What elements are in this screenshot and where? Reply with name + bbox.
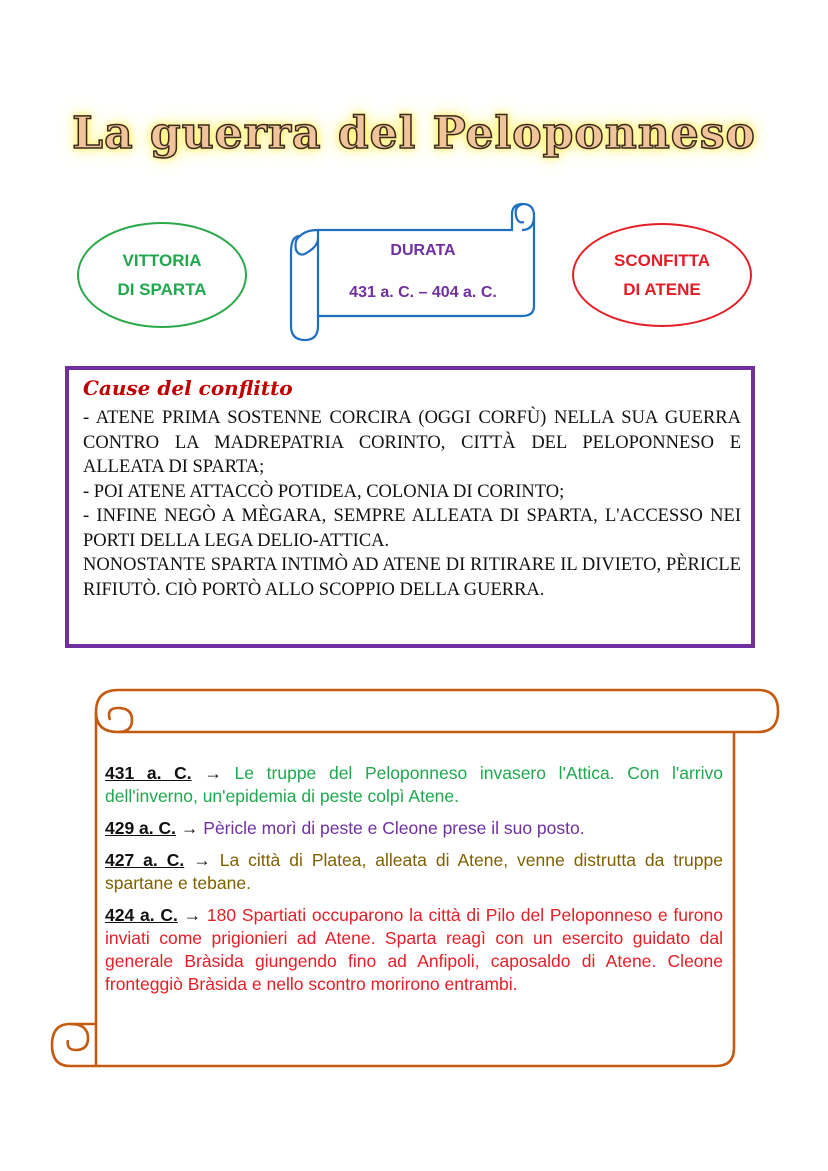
victory-oval [77, 222, 247, 328]
arrow-icon: → [193, 850, 211, 870]
defeat-line-1: SCONFITTA [613, 251, 710, 270]
events-list [105, 762, 723, 1005]
causes-heading: Cause del conflitto [83, 376, 293, 400]
event-item [105, 849, 723, 895]
arrow-icon: → [183, 905, 202, 925]
victory-line-2: DI SPARTA [117, 280, 207, 299]
causes-box [65, 366, 755, 648]
durata-scroll [291, 204, 534, 340]
event-date: 429 a. C. [105, 818, 177, 838]
arrow-icon: → [180, 818, 199, 838]
causes-paragraph-4: NONOSTANTE SPARTA INTIMÒ AD ATENE DI RITIRARE IL DIVIETO, PÈRICLE RIFIUTÒ. CIÒ PORTÒ ALLO SCOPPIO DELLA GUERRA. [83, 555, 741, 600]
durata-label: DURATA [390, 242, 456, 259]
event-date: 424 a. C. [105, 905, 178, 925]
event-text: La città di Platea, alleata di Atene, venne distrutta da truppe spartane e tebane. [105, 850, 723, 893]
causes-paragraph-1: - ATENE PRIMA SOSTENNE CORCIRA (OGGI CORFÙ) NELLA SUA GUERRA CONTRO LA MADREPATRIA CORINTO, CITTÀ DEL PELOPONNESO E ALLEATA DI SPARTA; [83, 408, 741, 477]
arrow-icon: → [204, 763, 222, 783]
defeat-line-2: DI ATENE [623, 280, 701, 299]
event-date: 431 a. C. [105, 763, 192, 783]
victory-line-1: VITTORIA [122, 251, 202, 270]
page-title: La guerra del Peloponneso [72, 108, 756, 159]
event-item [105, 817, 723, 840]
causes-paragraph-2: - POI ATENE ATTACCÒ POTIDEA, COLONIA DI CORINTO; [83, 481, 565, 502]
event-date: 427 a. C. [105, 850, 185, 870]
event-text: 180 Spartiati occuparono la città di Pilo del Peloponneso e furono inviati come prigionieri ad Atene. Sparta reagì con un esercito guidato dal generale Bràsida giungendo fino ad Anfipoli, caposaldo di Atene. Cleone fronteggiò Bràsida e nello scontro morirono entrambi. [105, 905, 723, 994]
durata-value: 431 a. C. – 404 a. C. [349, 284, 497, 301]
event-text: Le truppe del Peloponneso invasero l'Attica. Con l'arrivo dell'inverno, un'epidemia di peste colpì Atene. [105, 763, 723, 806]
event-item [105, 762, 723, 808]
event-item [105, 904, 723, 996]
defeat-oval [572, 223, 752, 327]
causes-paragraph-3: - INFINE NEGÒ A MÈGARA, SEMPRE ALLEATA DI SPARTA, L'ACCESSO NEI PORTI DELLA LEGA DELIO-ATTICA. [83, 506, 741, 551]
event-text: Pèricle morì di peste e Cleone prese il suo posto. [203, 818, 585, 838]
